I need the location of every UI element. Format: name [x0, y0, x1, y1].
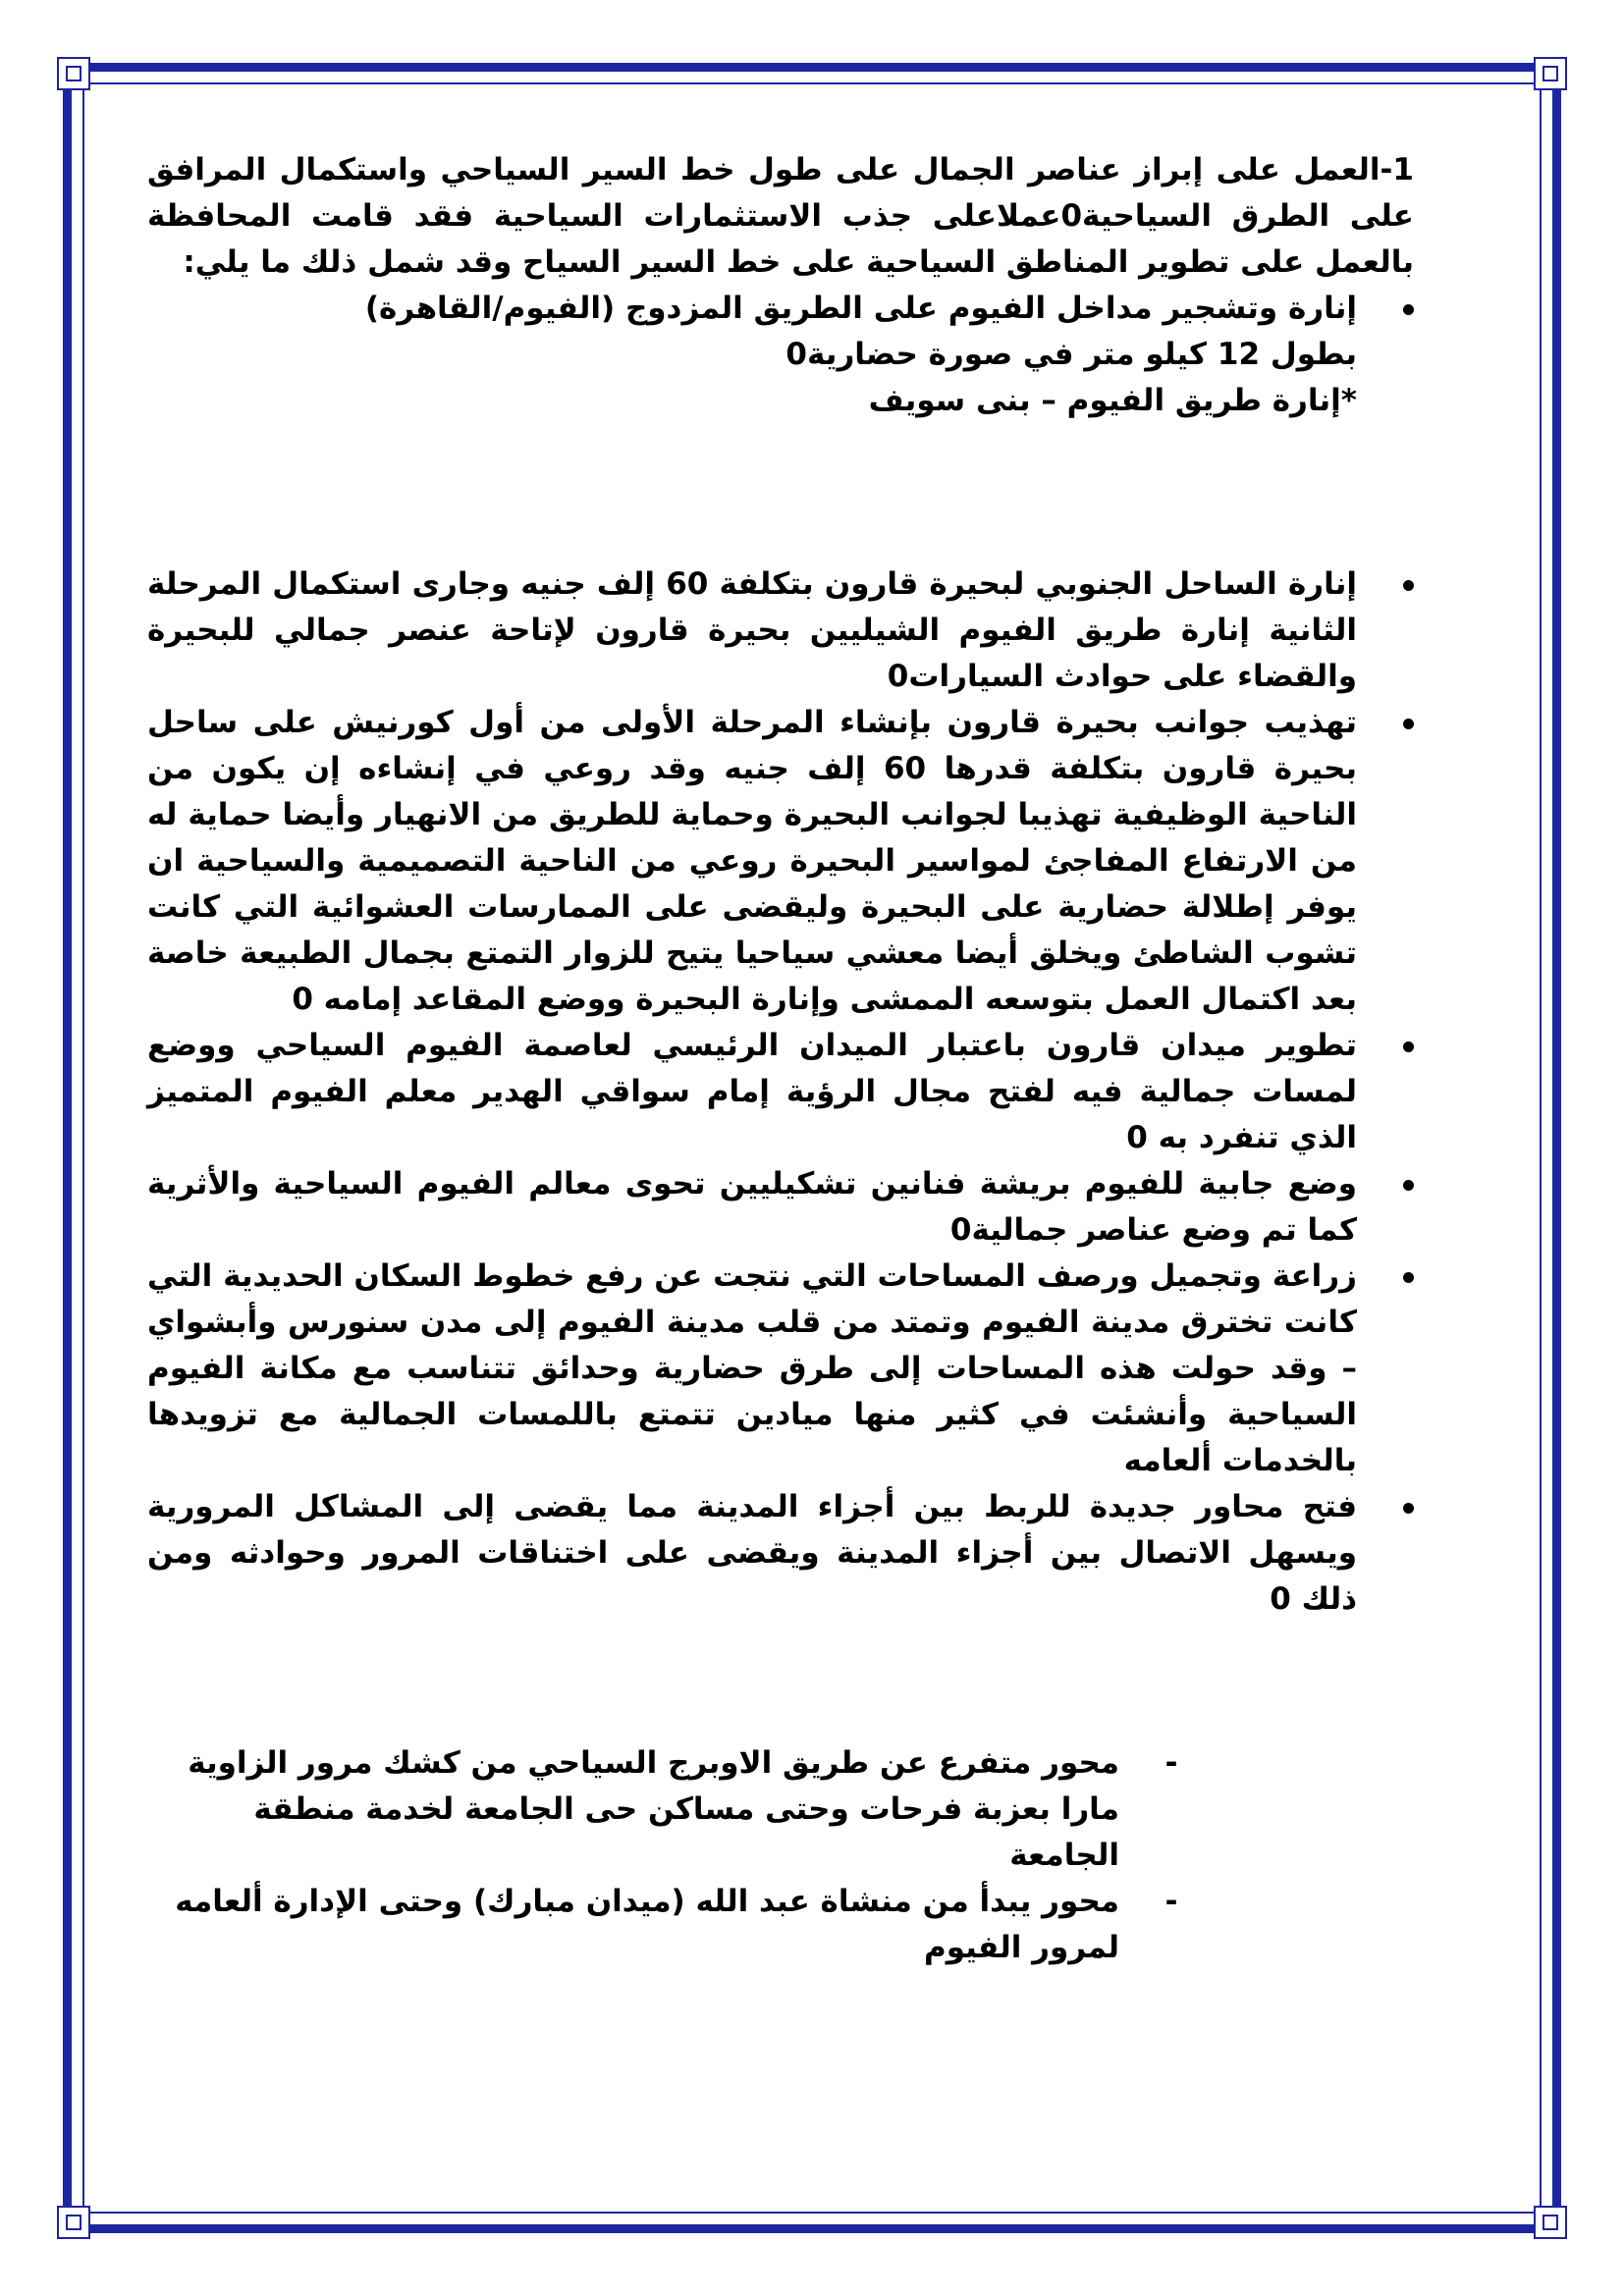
dash-list: [147, 1740, 1414, 1971]
dash-item-text: محور متفرع عن طريق الاوبرج السياحي من كشك مرور الزاوية مارا بعزبة فرحات وحتى مساكن حى الجامعة لخدمة منطقة الجامعة: [188, 1745, 1119, 1873]
bullet-text: فتح محاور جديدة للربط بين أجزاء المدينة مما يقضى إلى المشاكل المرورية ويسهل الاتصال بين أجزاء المدينة ويقضى على اختناقات المرور وحوادثه ومن ذلك 0: [147, 1489, 1357, 1617]
bullet-text: تهذيب جوانب بحيرة قارون بإنشاء المرحلة الأولى من أول كورنيش على ساحل بحيرة قارون بتكلفة قدرها 60 إلف جنيه وقد روعي في إنشاءه إن يكون من الناحية الوظيفية تهذيبا لجوانب البحيرة وحماية للطريق من الانهيار وأيضا حماية له من الارتفاع المفاجئ لمواسير البحيرة روعي من الناحية التصميمية والسياحية ان يوفر إطلالة حضارية على البحيرة وليقضى على الممارسات العشوائية التي كانت تشوب الشاطئ ويخلق أيضا معشي سياحيا يتيح للزوار التمتع بجمال الطبيعة خاصة بعد اكتمال العمل بتوسعه الممشى وإنارة البحيرة ووضع المقاعد إمامه 0: [147, 705, 1357, 1017]
dash-item: [147, 1879, 1414, 1971]
dash-item: [147, 1740, 1414, 1879]
bullet-item: [147, 1023, 1414, 1161]
dash-item-text: محور يبدأ من منشاة عبد الله (ميدان مبارك) وحتى الإدارة ألعامه لمرور الفيوم: [175, 1884, 1119, 1965]
document-body: [147, 147, 1414, 1971]
bullet-item: [147, 1161, 1414, 1254]
bullet-text-line: بطول 12 كيلو متر في صورة حضارية0: [785, 337, 1357, 372]
corner-ornament-bottom-right: [1534, 2206, 1567, 2239]
first-bullet-list: [147, 286, 1414, 332]
dash-marker-icon: -: [1164, 1745, 1178, 1781]
bullet-text: وضع جابية للفيوم بريشة فنانين تشكيليين تحوى معالم الفيوم السياحية والأثرية كما تم وضع عناصر جمالية0: [147, 1166, 1357, 1248]
blank-gap: [147, 1623, 1414, 1740]
bullet-text-line: *إنارة طريق الفيوم – بنى سويف: [868, 383, 1357, 418]
bullet-list: [147, 561, 1414, 1623]
bullet-item: [147, 1484, 1414, 1623]
bullet-text: زراعة وتجميل ورصف المساحات التي نتجت عن رفع خطوط السكان الحديدية التي كانت تخترق مدينة الفيوم وتمتد من قلب مدينة الفيوم إلى مدن سنورس وأبشواي – وقد حولت هذه المساحات إلى طرق حضارية وحدائق تتناسب مع مكانة الفيوم السياحية وأنشئت في كثير منها ميادين تتمتع باللمسات الجمالية مع تزويدها بالخدمات ألعامه: [147, 1258, 1357, 1478]
corner-ornament-bottom-left: [57, 2206, 90, 2239]
bullet-dot-icon: [1403, 304, 1414, 315]
bullet-item: [147, 1254, 1414, 1484]
bullet-dot-icon: [1403, 1180, 1414, 1191]
bullet-dot-icon: [1403, 1272, 1414, 1283]
bullet-dot-icon: [1403, 580, 1414, 591]
corner-ornament-top-right: [1534, 57, 1567, 90]
dash-marker-icon: -: [1164, 1884, 1178, 1919]
corner-ornament-top-left: [57, 57, 90, 90]
blank-gap: [147, 424, 1414, 561]
bullet-dot-icon: [1403, 1503, 1414, 1514]
intro-paragraph: 1-العمل على إبراز عناصر الجمال على طول خط السير السياحي واستكمال المرافق على الطرق السياحية0عملاعلى جذب الاستثمارات السياحية فقد قامت المحافظة بالعمل على تطوير المناطق السياحية على خط السير السياح وقد شمل ذلك ما يلي:: [147, 152, 1414, 280]
bullet-dot-icon: [1403, 719, 1414, 729]
bullet-dot-icon: [1403, 1041, 1414, 1052]
bullet-text-line: إنارة وتشجير مداخل الفيوم على الطريق المزدوج (الفيوم/القاهرة): [364, 291, 1357, 326]
bullet-text: إنارة الساحل الجنوبي لبحيرة قارون بتكلفة 60 إلف جنيه وجارى استكمال المرحلة الثانية إنارة طريق الفيوم الشيليين بحيرة قارون لإتاحة عنصر جمالي للبحيرة والقضاء على حوادث السيارات0: [147, 566, 1357, 694]
bullet-item: [147, 700, 1414, 1023]
bullet-item: [147, 286, 1414, 332]
bullet-continuation: [147, 332, 1414, 424]
bullet-text: تطوير ميدان قارون باعتبار الميدان الرئيسي لعاصمة الفيوم السياحي ووضع لمسات جمالية فيه لفتح مجال الرؤية إمام سواقي الهدير معلم الفيوم المتميز الذي تنفرد به 0: [147, 1028, 1357, 1155]
bullet-item: [147, 561, 1414, 700]
